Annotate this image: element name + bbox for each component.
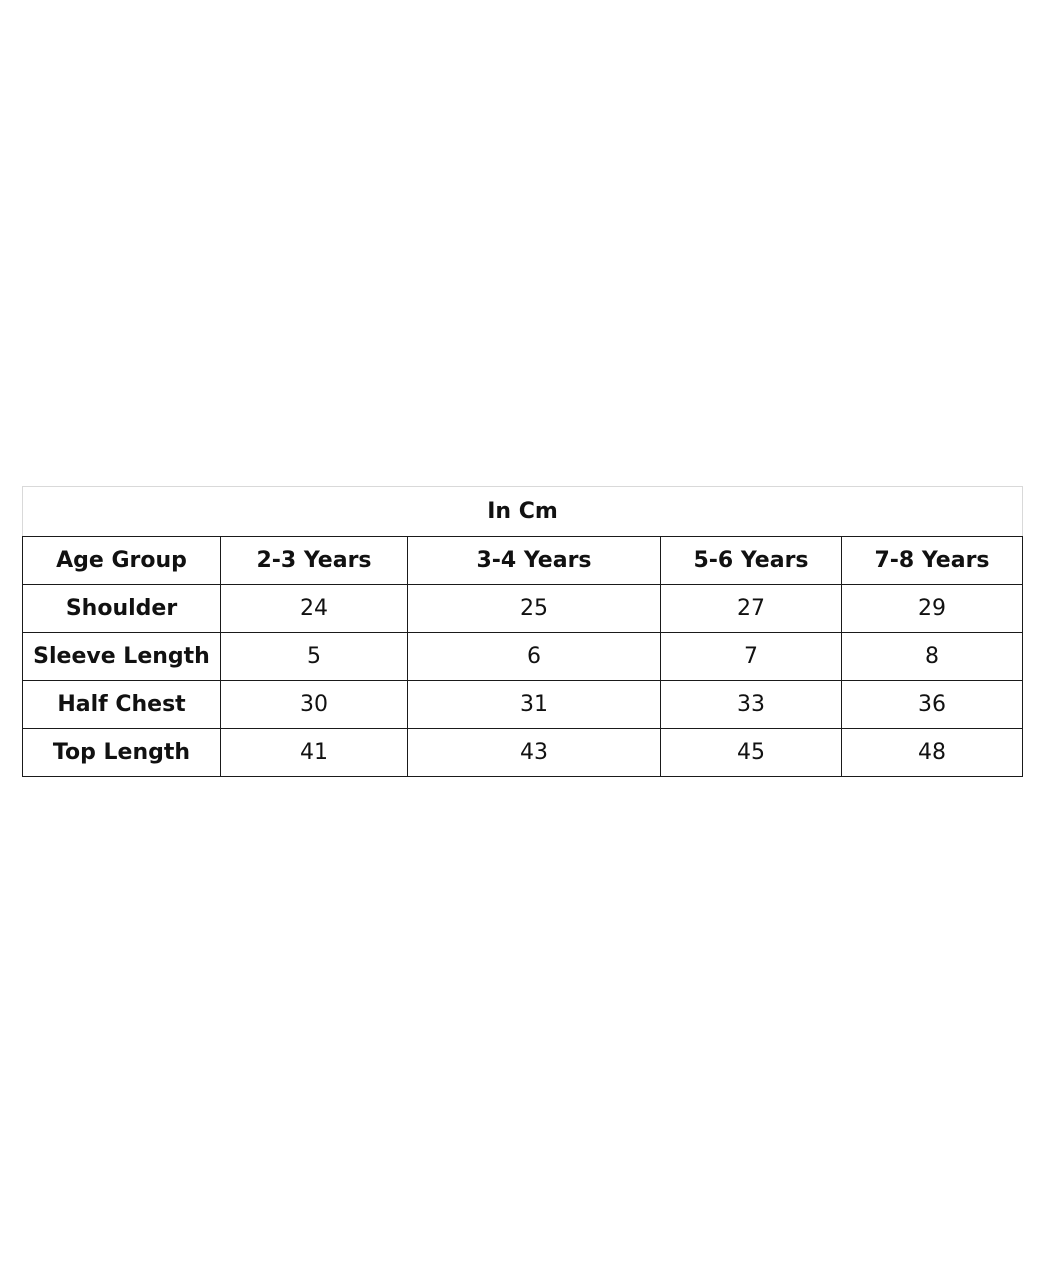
table-title-row bbox=[23, 487, 1023, 537]
table-cell: 5 bbox=[221, 633, 408, 681]
table-cell: 25 bbox=[408, 585, 661, 633]
table-cell: 45 bbox=[661, 729, 842, 777]
table-title: In Cm bbox=[23, 487, 1023, 537]
row-label: Half Chest bbox=[23, 681, 221, 729]
table-cell: 30 bbox=[221, 681, 408, 729]
table-row bbox=[23, 585, 1023, 633]
table-cell: 29 bbox=[842, 585, 1023, 633]
table-cell: 31 bbox=[408, 681, 661, 729]
table-cell: 7 bbox=[661, 633, 842, 681]
table-cell: 24 bbox=[221, 585, 408, 633]
table-cell: 43 bbox=[408, 729, 661, 777]
column-header: 7-8 Years bbox=[842, 537, 1023, 585]
table-cell: 48 bbox=[842, 729, 1023, 777]
size-chart-table bbox=[22, 486, 1023, 777]
table-cell: 8 bbox=[842, 633, 1023, 681]
table-cell: 36 bbox=[842, 681, 1023, 729]
row-label: Top Length bbox=[23, 729, 221, 777]
column-header: 2-3 Years bbox=[221, 537, 408, 585]
table-cell: 27 bbox=[661, 585, 842, 633]
table-cell: 6 bbox=[408, 633, 661, 681]
table-row bbox=[23, 633, 1023, 681]
table-cell: 33 bbox=[661, 681, 842, 729]
table-cell: 41 bbox=[221, 729, 408, 777]
table-row bbox=[23, 681, 1023, 729]
row-label: Sleeve Length bbox=[23, 633, 221, 681]
column-header: 5-6 Years bbox=[661, 537, 842, 585]
table-header-row bbox=[23, 537, 1023, 585]
table-row bbox=[23, 729, 1023, 777]
column-header: 3-4 Years bbox=[408, 537, 661, 585]
row-label: Shoulder bbox=[23, 585, 221, 633]
column-header: Age Group bbox=[23, 537, 221, 585]
